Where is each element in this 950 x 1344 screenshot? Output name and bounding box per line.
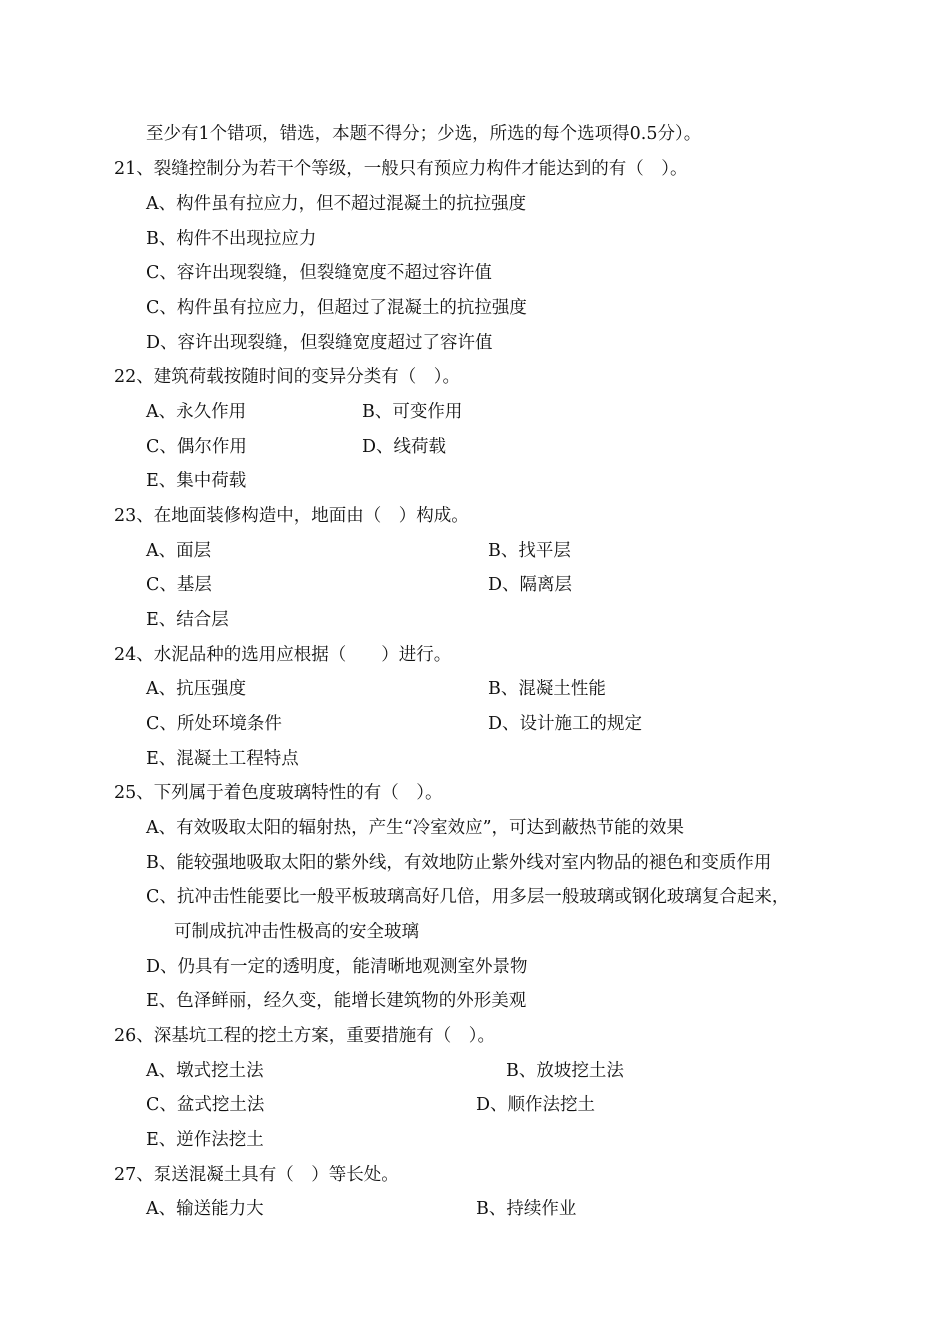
question-24-stem: 24、水泥品种的选用应根据（ ）进行。: [114, 645, 452, 665]
question-23-option-e: E、结合层: [146, 610, 229, 630]
question-26-option-d: D、顺作法挖土: [476, 1095, 596, 1115]
question-26-option-e: E、逆作法挖土: [146, 1130, 264, 1150]
question-27-option-a: A、输送能力大: [146, 1199, 264, 1219]
question-25-option-d: D、仍具有一定的透明度，能清晰地观测室外景物: [146, 957, 528, 977]
question-26-option-a: A、墩式挖土法: [146, 1061, 264, 1081]
question-24-option-a: A、抗压强度: [146, 679, 247, 699]
question-23-option-b: B、找平层: [488, 541, 571, 561]
question-27-stem: 27、泵送混凝土具有（ ）等长处。: [114, 1165, 399, 1185]
question-21-option-c2: C、构件虽有拉应力，但超过了混凝土的抗拉强度: [146, 298, 527, 318]
question-26-option-b: B、放坡挖土法: [506, 1061, 624, 1081]
question-22-option-a: A、永久作用: [146, 402, 247, 422]
question-23-option-a: A、面层: [146, 541, 212, 561]
question-25-option-b: B、能较强地吸取太阳的紫外线，有效地防止紫外线对室内物品的褪色和变质作用: [146, 853, 772, 873]
question-22-option-c: C、偶尔作用: [146, 437, 247, 457]
question-24-option-e: E、混凝土工程特点: [146, 749, 299, 769]
question-21-option-c: C、容许出现裂缝，但裂缝宽度不超过容许值: [146, 263, 492, 283]
question-22-option-b: B、可变作用: [362, 402, 463, 422]
question-22-option-e: E、集中荷载: [146, 471, 247, 491]
question-25-option-c: C、抗冲击性能要比一般平板玻璃高好几倍，用多层一般玻璃或钢化玻璃复合起来，: [146, 887, 790, 907]
question-21-option-b: B、构件不出现拉应力: [146, 229, 317, 249]
question-27-option-b: B、持续作业: [476, 1199, 577, 1219]
question-21-option-d: D、容许出现裂缝，但裂缝宽度超过了容许值: [146, 333, 493, 353]
question-26-option-c: C、盆式挖土法: [146, 1095, 265, 1115]
question-25-option-a: A、有效吸取太阳的辐射热，产生“冷室效应”，可达到蔽热节能的效果: [146, 818, 685, 838]
question-25-option-e: E、色泽鲜丽，经久变，能增长建筑物的外形美观: [146, 991, 527, 1011]
question-21-stem: 21、裂缝控制分为若干个等级，一般只有预应力构件才能达到的有（ ）。: [114, 159, 688, 179]
question-22-stem: 22、建筑荷载按随时间的变异分类有（ ）。: [114, 367, 461, 387]
question-23-option-c: C、基层: [146, 575, 212, 595]
question-23-option-d: D、隔离层: [488, 575, 573, 595]
question-23-stem: 23、在地面装修构造中，地面由（ ）构成。: [114, 506, 469, 526]
intro-line: 至少有1个错项，错选，本题不得分；少选，所选的每个选项得0.5分）。: [146, 124, 702, 144]
question-24-option-d: D、设计施工的规定: [488, 714, 643, 734]
question-24-option-b: B、混凝土性能: [488, 679, 606, 699]
question-25-option-c-continued: 可制成抗冲击性极高的安全玻璃: [174, 922, 419, 942]
question-21-option-a: A、构件虽有拉应力，但不超过混凝土的抗拉强度: [146, 194, 527, 214]
question-26-stem: 26、深基坑工程的挖土方案，重要措施有（ ）。: [114, 1026, 496, 1046]
question-24-option-c: C、所处环境条件: [146, 714, 282, 734]
question-22-option-d: D、线荷载: [362, 437, 447, 457]
question-25-stem: 25、下列属于着色度玻璃特性的有（ ）。: [114, 783, 443, 803]
